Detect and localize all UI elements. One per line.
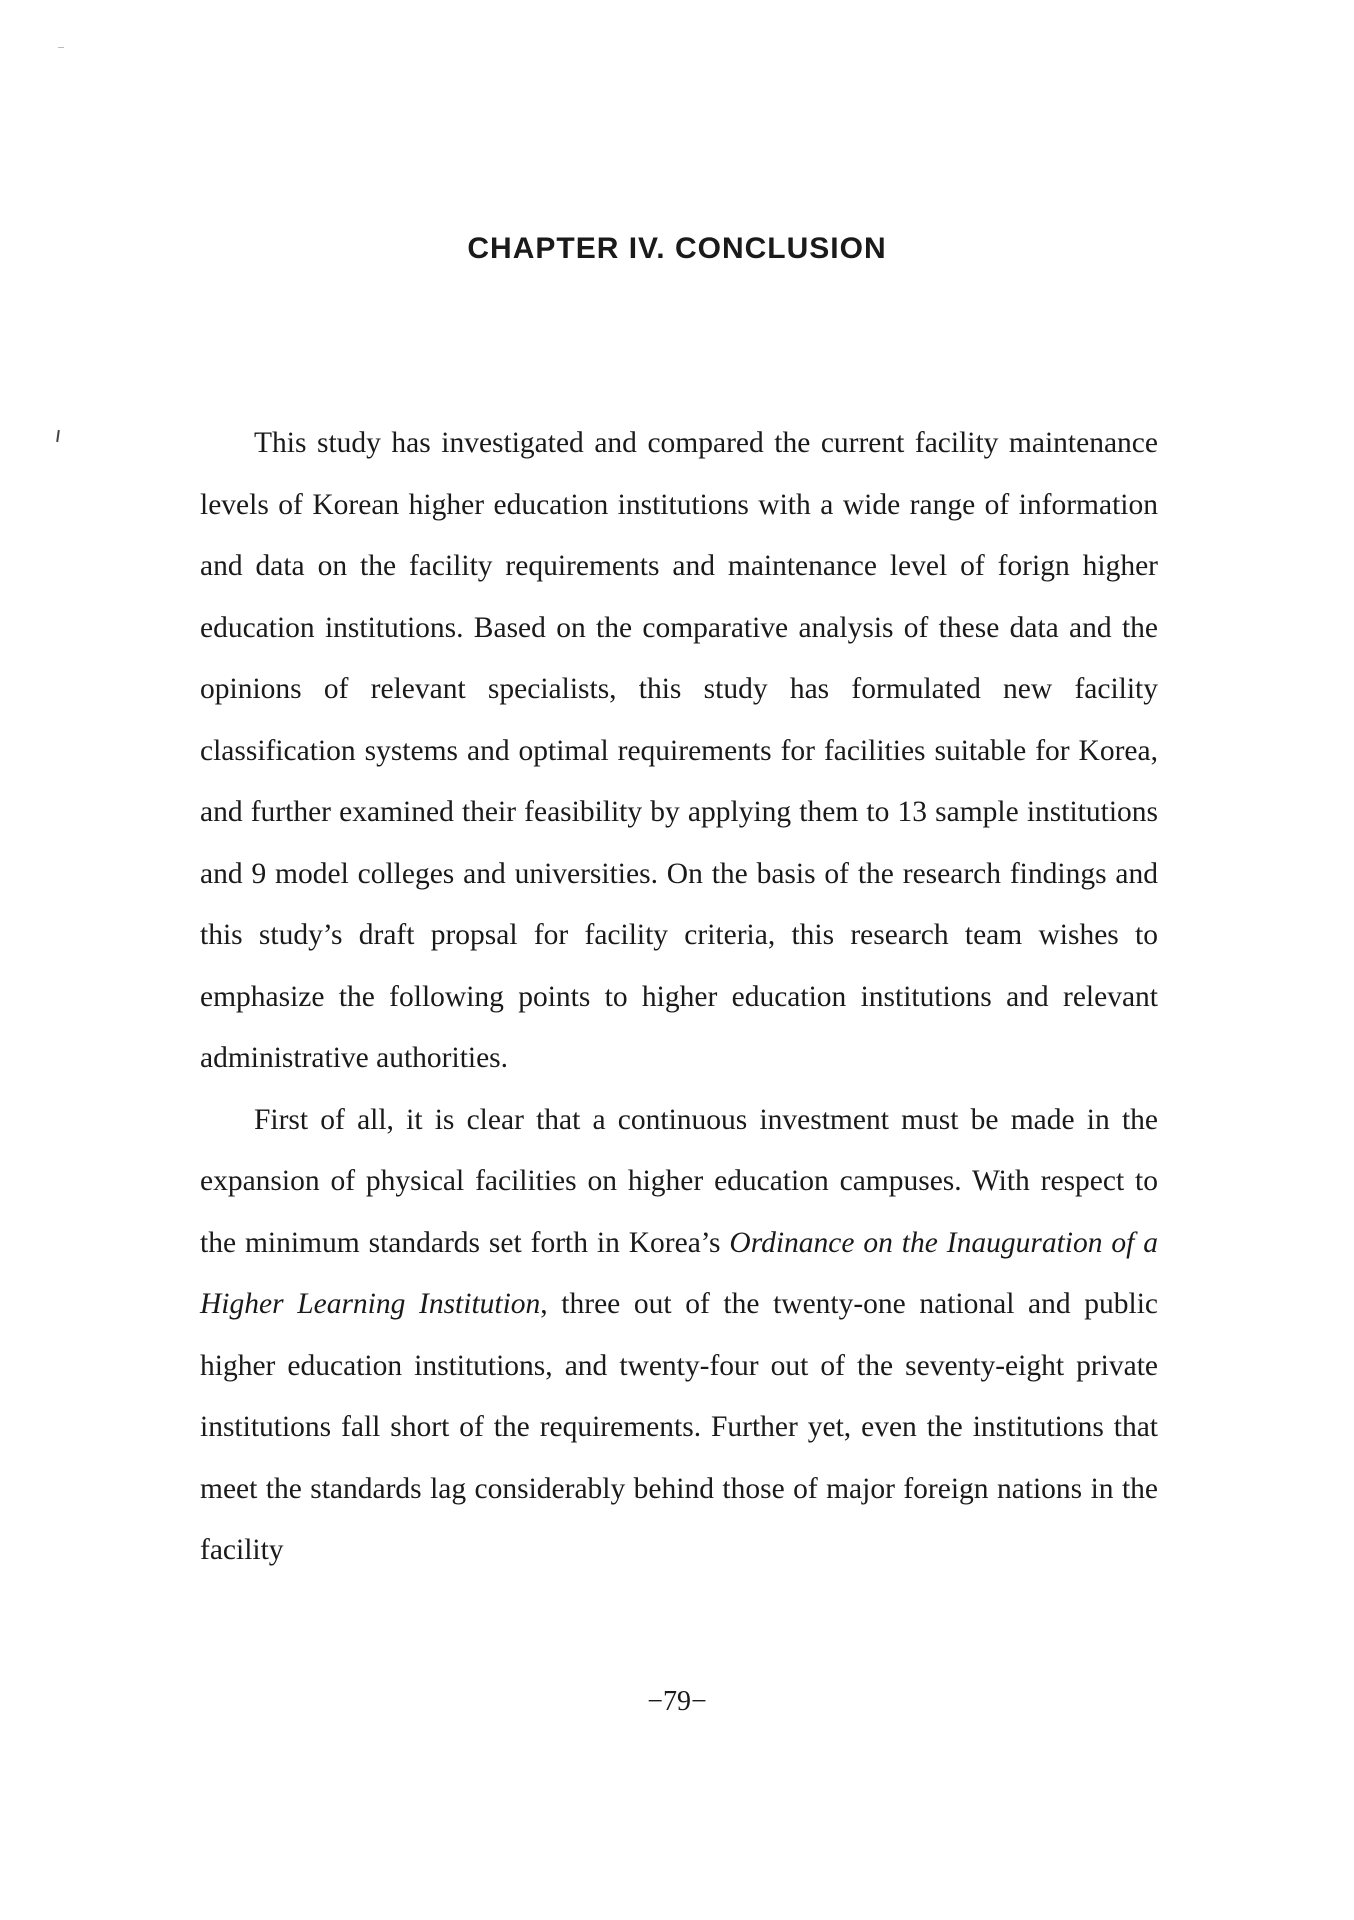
margin-tick-mark [56,430,60,442]
paragraph-2-text-after: , three out of the twenty-one national and public higher education institutions, and twenty-four out of the seventy-eight private institutions fall short of the requirements. Further yet, even the institutions that meet the standards lag considerably behind those of major foreign nations in the facility [200,1288,1158,1566]
paragraph-1: This study has investigated and compared the current facility maintenance levels of Korean higher education institutions with a wide range of information and data on the facility requirements and maintenance level of forign higher education institutions. Based on the comparative analysis of these data and the opinions of relevant specialists, this study has formulated new facility classification systems and optimal requirements for facilities suitable for Korea, and further examined their feasibility by applying them to 13 sample institutions and 9 model colleges and universities. On the basis of the research findings and this study’s draft propsal for facility criteria, this research team wishes to emphasize the following points to higher education institutions and relevant administrative authorities. [200,427,1158,1074]
paragraph-2-text-before: First of all, it is clear that a continuous investment must be made in the expansion of physical facilities on higher education campuses. With respect to the minimum standards set forth in Korea’s [200,1103,1158,1259]
page-number: −79− [647,1686,707,1717]
body-text [200,413,1158,1582]
chapter-title: CHAPTER IV. CONCLUSION [467,232,887,265]
scan-artifact-mark [58,47,64,48]
paragraph-2 [200,1090,1158,1582]
ordinance-title: Ordinance on the Inauguration of a Higher Learning Institution [200,1226,1158,1320]
